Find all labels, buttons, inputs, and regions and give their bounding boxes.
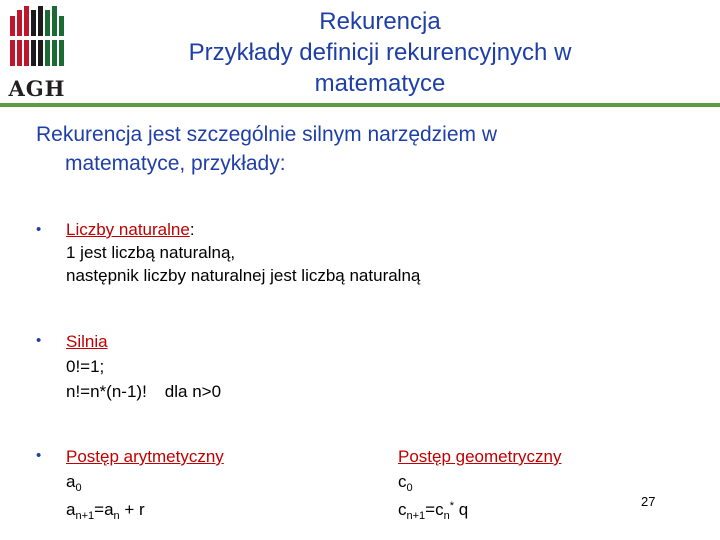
factorial-line-1: 0!=1; bbox=[66, 357, 105, 376]
title-line-2: Przykłady definicji rekurencyjnych w bbox=[188, 39, 572, 66]
geometric-formula: $c_{n+1}=c_n^*$ q bbox=[398, 500, 469, 522]
header-divider bbox=[0, 103, 720, 107]
natural-line-1: 1 jest liczbą naturalną, bbox=[66, 243, 236, 262]
agh-logo-text: AGH bbox=[8, 76, 66, 101]
slide-title bbox=[120, 6, 640, 99]
intro-text bbox=[36, 120, 676, 178]
title-line-3: matematyce bbox=[314, 70, 446, 97]
bullet-factorial: • bbox=[36, 332, 42, 349]
arithmetic-heading: Postęp arytmetyczny bbox=[66, 447, 224, 466]
geometric-block bbox=[398, 444, 561, 525]
geometric-c0: $c_0$ bbox=[398, 472, 413, 494]
intro-line-1: Rekurencja jest szczególnie silnym narzędziem w bbox=[36, 123, 498, 146]
bullet-arithmetic: • bbox=[36, 447, 42, 464]
arithmetic-block bbox=[66, 444, 224, 525]
title-line-1: Rekurencja bbox=[319, 8, 441, 35]
arithmetic-a0: $a_0$ bbox=[66, 472, 82, 494]
bullet-natural: • bbox=[36, 221, 42, 238]
geometric-heading: Postęp geometryczny bbox=[398, 447, 562, 466]
agh-logo-mark-icon bbox=[10, 6, 64, 72]
factorial-condition: dla n>0 bbox=[164, 382, 222, 401]
natural-numbers-block bbox=[66, 218, 420, 287]
natural-heading: Liczby naturalne bbox=[66, 220, 190, 239]
natural-line-2: następnik liczby naturalnej jest liczbą naturalną bbox=[66, 266, 421, 285]
factorial-formula: n!=n*(n-1)! bbox=[66, 382, 147, 401]
agh-logo bbox=[6, 4, 68, 100]
natural-colon: : bbox=[189, 220, 195, 239]
page-number: 27 bbox=[641, 494, 656, 509]
factorial-block bbox=[66, 329, 221, 404]
factorial-heading: Silnia bbox=[66, 332, 108, 351]
intro-line-2: matematyce, przykłady: bbox=[65, 152, 286, 175]
arithmetic-formula: $a_{n+1}=a_n + r$ bbox=[66, 500, 145, 522]
